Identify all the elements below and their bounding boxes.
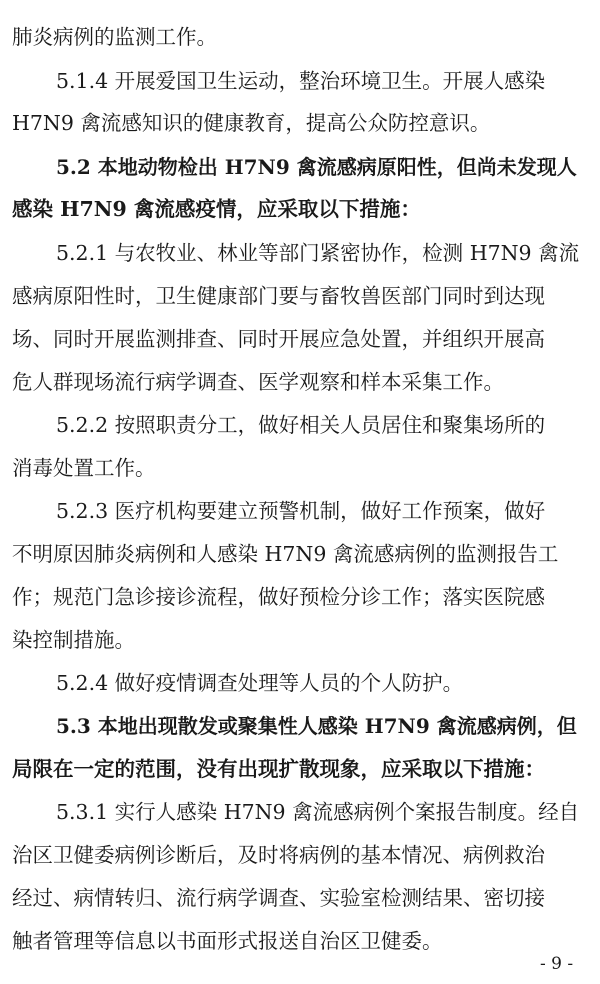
text-line: 消毒处置工作。 (12, 456, 156, 480)
text-line: 治区卫健委病例诊断后，及时将病例的基本情况、病例救治 (12, 843, 545, 867)
text-line: 感病原阳性时，卫生健康部门要与畜牧兽医部门同时到达现 (12, 284, 545, 308)
page-number: - 9 - (540, 954, 574, 974)
text-line: 危人群现场流行病学调查、医学观察和样本采集工作。 (12, 370, 504, 394)
text-line: H7N9 禽流感知识的健康教育，提高公众防控意识。 (12, 111, 491, 135)
section-heading-line: 局限在一定的范围，没有出现扩散现象，应采取以下措施： (12, 757, 545, 781)
section-heading-line: 5.2 本地动物检出 H7N9 禽流感病原阳性，但尚未发现人 (56, 155, 577, 179)
text-line: 不明原因肺炎病例和人感染 H7N9 禽流感病例的监测报告工 (12, 542, 559, 566)
text-line: 触者管理等信息以书面形式报送自治区卫健委。 (12, 929, 443, 953)
text-line: 5.2.3 医疗机构要建立预警机制，做好工作预案，做好 (56, 499, 546, 523)
text-line: 作；规范门急诊接诊流程，做好预检分诊工作；落实医院感 (12, 585, 545, 609)
text-line: 5.2.1 与农牧业、林业等部门紧密协作，检测 H7N9 禽流 (56, 241, 580, 265)
text-line: 5.2.4 做好疫情调查处理等人员的个人防护。 (56, 671, 464, 695)
text-line: 5.1.4 开展爱国卫生运动，整治环境卫生。开展人感染 (56, 69, 546, 93)
section-heading-line: 感染 H7N9 禽流感疫情，应采取以下措施： (12, 197, 421, 221)
text-line: 肺炎病例的监测工作。 (12, 25, 217, 49)
text-line: 场、同时开展监测排查、同时开展应急处置，并组织开展高 (12, 327, 545, 351)
section-heading-line: 5.3 本地出现散发或聚集性人感染 H7N9 禽流感病例，但 (56, 714, 577, 738)
text-line: 5.2.2 按照职责分工，做好相关人员居住和聚集场所的 (56, 413, 546, 437)
text-line: 经过、病情转归、流行病学调查、实验室检测结果、密切接 (12, 886, 545, 910)
text-line: 5.3.1 实行人感染 H7N9 禽流感病例个案报告制度。经自 (56, 800, 580, 824)
text-line: 染控制措施。 (12, 628, 135, 652)
